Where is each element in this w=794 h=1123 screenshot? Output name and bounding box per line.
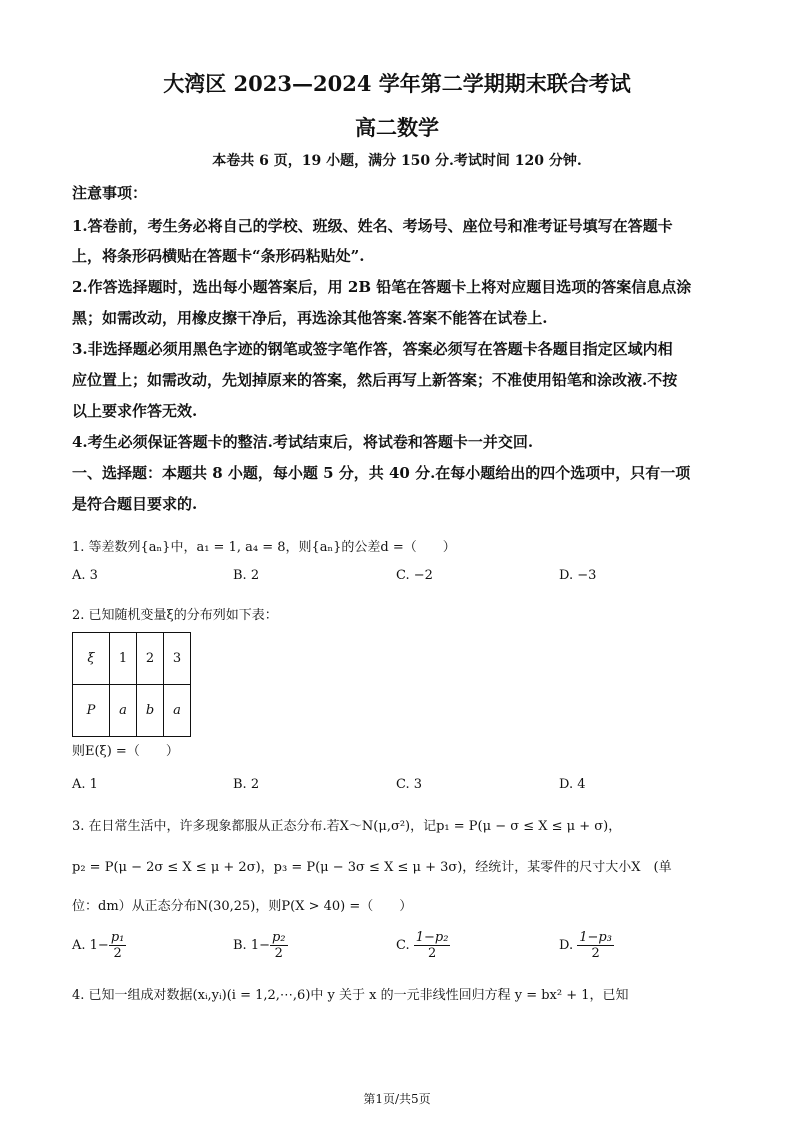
table-cell: 2 bbox=[137, 633, 164, 685]
fraction-numerator: 1−p₃ bbox=[579, 930, 612, 945]
q1-option-b: B. 2 bbox=[233, 568, 260, 583]
q3-option-d bbox=[559, 930, 614, 961]
question-3: 3. 在日常生活中，许多现象都服从正态分布.若X～N(μ,σ²)，记p₁ = P(μ − σ ≤ X ≤ μ + σ)， bbox=[72, 819, 622, 834]
q3-option-b bbox=[233, 930, 288, 961]
table-cell: P bbox=[73, 685, 110, 737]
option-label: D. bbox=[559, 938, 578, 953]
table-cell: ξ bbox=[73, 633, 110, 685]
distribution-table bbox=[72, 632, 191, 737]
fraction-denominator: 2 bbox=[113, 946, 122, 961]
option-label: A. 1− bbox=[72, 938, 109, 953]
note-line: 应位置上；如需改动，先划掉原来的答案，然后再写上新答案；不准使用铅笔和涂改液.不按 bbox=[72, 371, 678, 389]
table-row bbox=[73, 685, 191, 737]
table-row bbox=[73, 633, 191, 685]
question-2-ask: 则E(ξ) =（ ） bbox=[72, 744, 179, 759]
fraction-numerator: p₂ bbox=[271, 930, 286, 945]
exam-title: 大湾区 2023—2024 学年第二学期期末联合考试 bbox=[163, 71, 631, 96]
question-1: 1. 等差数列{aₙ}中，a₁ = 1, a₄ = 8，则{aₙ}的公差d =（ ） bbox=[72, 540, 456, 555]
note-line: 上，将条形码横贴在答题卡“条形码粘贴处”. bbox=[72, 247, 365, 265]
fraction-numerator: p₁ bbox=[110, 930, 125, 945]
fraction-numerator: 1−p₂ bbox=[415, 930, 449, 945]
table-cell: a bbox=[110, 685, 137, 737]
q2-option-c: C. 3 bbox=[396, 777, 423, 792]
table-cell: 1 bbox=[110, 633, 137, 685]
note-line: 2.作答选择题时，选出每小题答案后，用 2B 铅笔在答题卡上将对应题目选项的答案信息点涂 bbox=[72, 278, 692, 296]
fraction-denominator: 2 bbox=[274, 946, 283, 961]
page-footer: 第1页/共5页 bbox=[363, 1092, 431, 1106]
question-3-cont: 位：dm）从正态分布N(30,25)，则P(X > 40) =（ ） bbox=[72, 899, 413, 914]
q1-option-c: C. −2 bbox=[396, 568, 433, 583]
section-heading: 一、选择题：本题共 8 小题，每小题 5 分，共 40 分.在每小题给出的四个选项中，只有一项 bbox=[72, 464, 691, 482]
note-line: 以上要求作答无效. bbox=[72, 402, 198, 420]
question-2: 2. 已知随机变量ξ的分布列如下表： bbox=[72, 608, 278, 623]
q1-option-a: A. 3 bbox=[72, 568, 98, 583]
q3-option-a bbox=[72, 930, 126, 961]
table-cell: 3 bbox=[164, 633, 191, 685]
section-heading-cont: 是符合题目要求的. bbox=[72, 495, 198, 513]
fraction-denominator: 2 bbox=[427, 946, 437, 961]
note-line: 1.答卷前，考生务必将自己的学校、班级、姓名、考场号、座位号和准考证号填写在答题卡 bbox=[72, 217, 673, 235]
note-line: 黑；如需改动，用橡皮擦干净后，再选涂其他答案.答案不能答在试卷上. bbox=[72, 309, 548, 327]
option-label: B. 1− bbox=[233, 938, 270, 953]
exam-subject: 高二数学 bbox=[355, 115, 439, 140]
q2-option-a: A. 1 bbox=[72, 777, 98, 792]
option-label: C. bbox=[396, 938, 414, 953]
q2-option-d: D. 4 bbox=[559, 777, 586, 792]
table-cell: b bbox=[137, 685, 164, 737]
exam-info: 本卷共 6 页，19 小题，满分 150 分.考试时间 120 分钟. bbox=[212, 153, 582, 169]
note-line: 3.非选择题必须用黑色字迹的钢笔或签字笔作答，答案必须写在答题卡各题目指定区域内相 bbox=[72, 340, 673, 358]
notes-heading: 注意事项： bbox=[72, 184, 148, 202]
question-3-cont: p₂ = P(μ − 2σ ≤ X ≤ μ + 2σ)，p₃ = P(μ − 3σ ≤ X ≤ μ + 3σ)，经统计，某零件的尺寸大小X (单 bbox=[72, 860, 672, 875]
fraction-denominator: 2 bbox=[591, 946, 600, 961]
q2-option-b: B. 2 bbox=[233, 777, 260, 792]
q3-option-c bbox=[396, 930, 450, 961]
note-line: 4.考生必须保证答题卡的整洁.考试结束后，将试卷和答题卡一并交回. bbox=[72, 433, 534, 451]
table-cell: a bbox=[164, 685, 191, 737]
question-4: 4. 已知一组成对数据(xᵢ,yᵢ)(i = 1,2,⋯,6)中 y 关于 x 的一元非线性回归方程 y = bx² + 1，已知 bbox=[72, 988, 629, 1003]
q1-option-d: D. −3 bbox=[559, 568, 597, 583]
